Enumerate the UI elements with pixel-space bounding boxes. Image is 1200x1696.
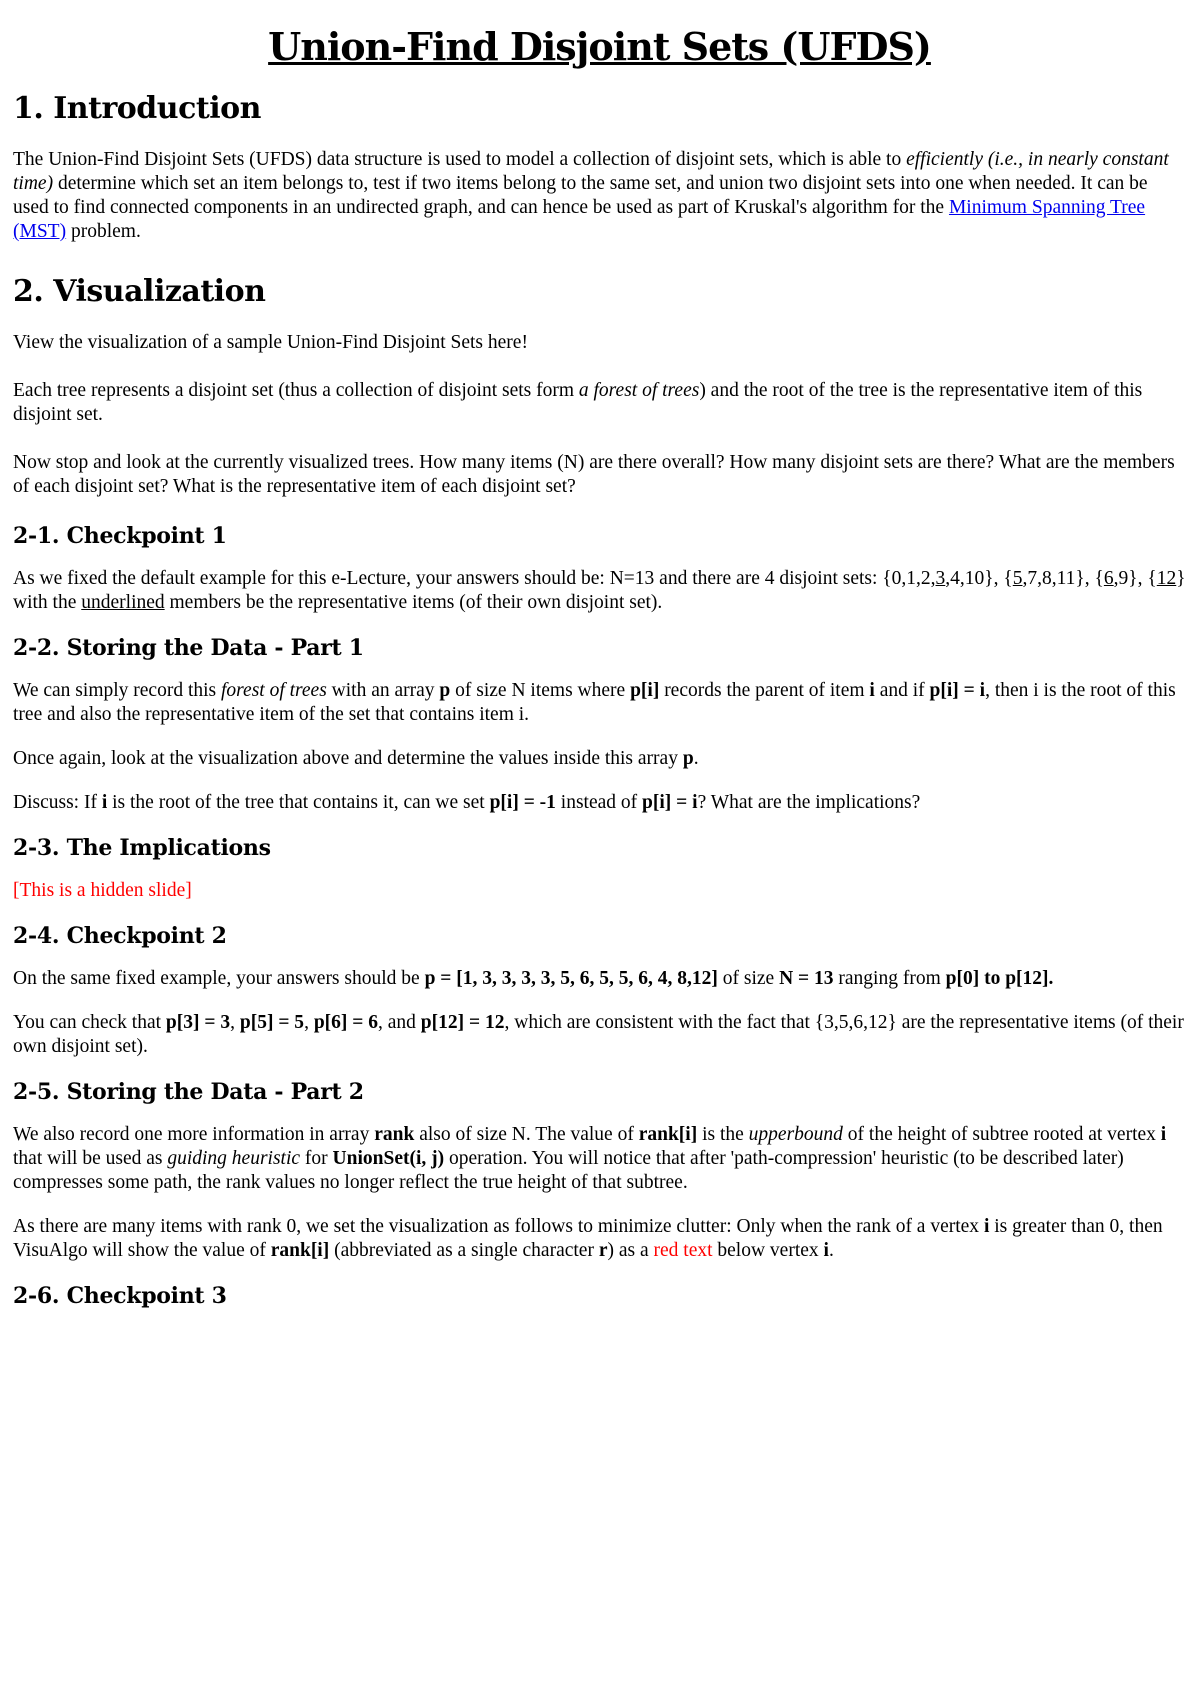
storing-data-part-2-paragraph-2: As there are many items with rank 0, we set the visualization as follows to minimize clutter: Only when the rank of a vertex i is greater than 0, then VisuAlgo will show the value of rank[i] (abbreviated as a single character r) as a red text below vertex i. (13, 1216, 1163, 1261)
checkpoint-1-paragraph: As we fixed the default example for this e-Lecture, your answers should be: N=13 and there are 4 disjoint sets: {0,1,2,3,4,10}, {5,7,8,11}, {6,9}, {12} with the underlined members be the representative items (of their own disjoint set). (13, 568, 1186, 613)
storing-data-part-1-paragraph-1: We can simply record this forest of trees with an array p of size N items where p[i] records the parent of item i and if p[i] = i, then i is the root of this tree and also the representative item of the set that contains item i. (13, 680, 1176, 725)
visualization-paragraph-1: View the visualization of a sample Union-Find Disjoint Sets here! (13, 332, 528, 353)
storing-data-part-1-discussion: Discuss: If i is the root of the tree that contains it, can we set p[i] = -1 instead of p[i] = i? What are the implications? (13, 792, 921, 813)
page-title: Union-Find Disjoint Sets (UFDS) (268, 24, 931, 69)
hidden-slide-note: [This is a hidden slide] (13, 880, 192, 901)
storing-data-part-1-heading: 2-2. Storing the Data - Part 1 (13, 635, 364, 661)
checkpoint-3-heading: 2-6. Checkpoint 3 (13, 1283, 227, 1309)
checkpoint-2-heading: 2-4. Checkpoint 2 (13, 923, 227, 949)
storing-data-part-1-paragraph-2: Once again, look at the visualization above and determine the values inside this array p. (13, 748, 699, 769)
visualization-paragraph-2: Each tree represents a disjoint set (thus a collection of disjoint sets form a forest of trees) and the root of the tree is the representative item of this disjoint set. (13, 380, 1143, 425)
storing-data-part-2-heading: 2-5. Storing the Data - Part 2 (13, 1079, 364, 1105)
section-introduction-heading: 1. Introduction (13, 91, 261, 126)
storing-data-part-2-paragraph-1: We also record one more information in array rank also of size N. The value of rank[i] is the upperbound of the height of subtree rooted at vertex i that will be used as guiding heuristic for UnionSet(i, j) operation. You will notice that after 'path-compression' heuristic (to be described later) compresses some path, the rank values no longer reflect the true height of that subtree. (13, 1124, 1167, 1193)
checkpoint-1-heading: 2-1. Checkpoint 1 (13, 523, 227, 549)
red-text-example: red text (653, 1240, 713, 1261)
introduction-paragraph: The Union-Find Disjoint Sets (UFDS) data structure is used to model a collection of disjoint sets, which is able to efficiently (i.e., in nearly constant time) determine which set an item belongs to, test if two items belong to the same set, and union two disjoint sets into one when needed. It can be used to find connected components in an undirected graph, and can hence be used as part of Kruskal's algorithm for the Minimum Spanning Tree (MST) problem. (13, 149, 1169, 242)
section-visualization-heading: 2. Visualization (13, 274, 266, 309)
implications-heading: 2-3. The Implications (13, 835, 271, 861)
checkpoint-2-paragraph-1: On the same fixed example, your answers should be p = [1, 3, 3, 3, 3, 5, 6, 5, 5, 6, 4, 8,12] of size N = 13 ranging from p[0] to p[12]. (13, 968, 1054, 989)
checkpoint-2-paragraph-2: You can check that p[3] = 3, p[5] = 5, p[6] = 6, and p[12] = 12, which are consistent with the fact that {3,5,6,12} are the representative items (of their own disjoint set). (13, 1012, 1184, 1057)
visualization-paragraph-3: Now stop and look at the currently visualized trees. How many items (N) are there overall? How many disjoint sets are there? What are the members of each disjoint set? What is the representative item of each disjoint set? (13, 452, 1175, 497)
mst-link[interactable]: Minimum Spanning Tree (MST) (13, 197, 1146, 242)
